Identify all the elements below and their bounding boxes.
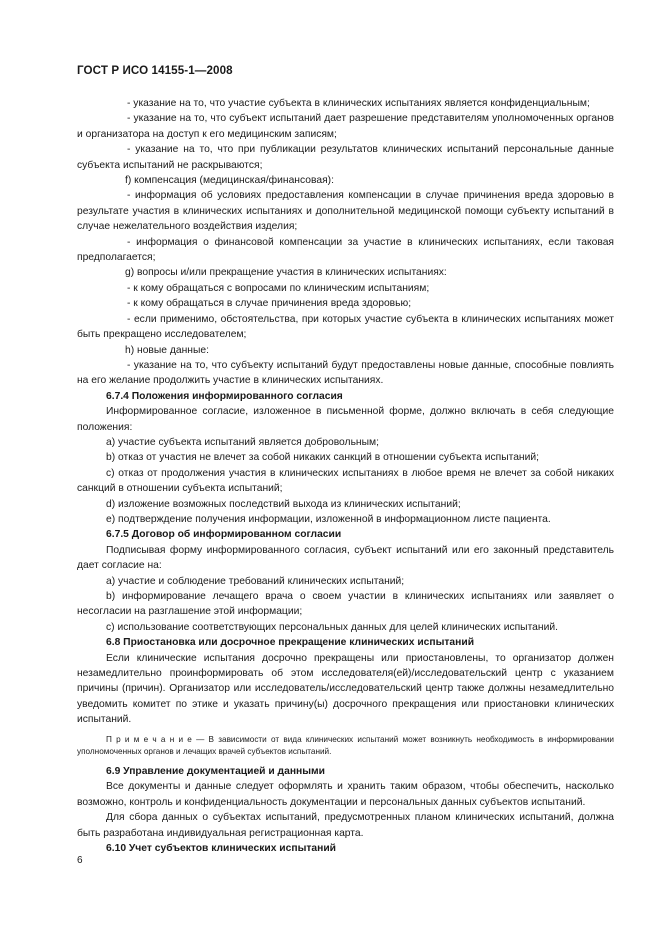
- paragraph: Информированное согласие, изложенное в письменной форме, должно включать в себя следующие положения:: [77, 406, 614, 433]
- section-heading: 6.8 Приостановка или досрочное прекращение клинических испытаний: [106, 637, 475, 649]
- section-heading: 6.10 Учет субъектов клинических испытаний: [106, 843, 337, 855]
- document-header: ГОСТ Р ИСО 14155-1—2008: [77, 64, 233, 77]
- section-heading: 6.7.5 Договор об информированном согласии: [106, 529, 342, 541]
- paragraph: а) участие субъекта испытаний является добровольным;: [106, 436, 379, 448]
- paragraph: - указание на то, что субъекту испытаний будут предоставлены новые данные, способные повлиять на его желание продолжить участие в клинических испытаниях.: [77, 359, 614, 387]
- paragraph: f) компенсация (медицинская/финансовая):: [125, 175, 334, 187]
- paragraph: - к кому обращаться в случае причинения вреда здоровью;: [127, 298, 412, 310]
- paragraph: c) использование соответствующих персональных данных для целей клинических испытаний.: [106, 621, 558, 633]
- document-body: [77, 96, 614, 857]
- paragraph: c) отказ от продолжения участия в клинических испытаниях в любое время не влечет за собой никаких санкций в отношении субъекта испытаний;: [77, 467, 614, 495]
- section-heading: 6.7.4 Положения информированного согласия: [106, 390, 343, 402]
- section-heading: 6.9 Управление документацией и данными: [106, 766, 325, 778]
- paragraph: - к кому обращаться с вопросами по клиническим испытаниям;: [127, 282, 430, 294]
- note-paragraph: [77, 734, 614, 758]
- paragraph: h) новые данные:: [125, 344, 209, 356]
- paragraph: e) подтверждение получения информации, изложенной в информационном листе пациента.: [106, 513, 551, 525]
- paragraph: Все документы и данные следует оформлять и хранить таким образом, чтобы обеспечить, насколько возможно, контроль и конфиденциальность документации и персональных данных субъектов испытаний.: [77, 781, 614, 808]
- paragraph: - информация об условиях предоставления компенсации в случае причинения вреда здоровью в результате участия в клинических испытаниях и дополнительной медицинской помощи субъекту испытаний в случае нежелательного воздействия изделия;: [77, 190, 614, 233]
- page-number: 6: [77, 855, 83, 866]
- note-text: — В зависимости от вида клинических испытаний может возникнуть необходимость в информировании уполномоченных органов и лечащих врачей субъектов испытаний.: [77, 734, 614, 756]
- paragraph: Если клинические испытания досрочно прекращены или приостановлены, то организатор должен незамедлительно проинформировать об этом исследователя(ей)/исследовательский центр с указанием причины (причин). Организатор или исследователь/исследовательский центр также должны незамедлительно уведомить комитет по этике и указать причину(ы) досрочного прекращения или приостановки клинических испытаний.: [77, 652, 614, 726]
- paragraph: - указание на то, что субъект испытаний дает разрешение представителям уполномоченных органов и организатора на доступ к его медицинским записям;: [77, 113, 614, 140]
- paragraph: d) изложение возможных последствий выхода из клинических испытаний;: [106, 498, 461, 510]
- paragraph: - информация о финансовой компенсации за участие в клинических испытаниях, если таковая предполагается;: [77, 236, 614, 264]
- paragraph: а) участие и соблюдение требований клинических испытаний;: [106, 575, 405, 587]
- paragraph: b) отказ от участия не влечет за собой никаких санкций в отношении субъекта испытаний;: [106, 452, 539, 464]
- note-label: П р и м е ч а н и е: [106, 734, 192, 744]
- paragraph: b) информирование лечащего врача о своем участии в клинических испытаниях или заявляет о несогласии на разглашение этой информации;: [77, 591, 614, 618]
- paragraph: g) вопросы и/или прекращение участия в клинических испытаниях:: [125, 267, 447, 279]
- paragraph: - если применимо, обстоятельства, при которых участие субъекта в клинических испытаниях может быть прекращено исследователем;: [77, 313, 614, 341]
- paragraph: - указание на то, что участие субъекта в клинических испытаниях является конфиденциальным;: [127, 98, 590, 109]
- paragraph: - указание на то, что при публикации результатов клинических испытаний персональные данные субъекта испытаний не раскрываются;: [77, 144, 614, 171]
- paragraph: Для сбора данных о субъектах испытаний, предусмотренных планом клинических испытаний, должна быть разработана индивидуальная регистрационная карта.: [77, 812, 614, 839]
- paragraph: Подписывая форму информированного согласия, субъект испытаний или его законный представитель дает согласие на:: [77, 544, 614, 572]
